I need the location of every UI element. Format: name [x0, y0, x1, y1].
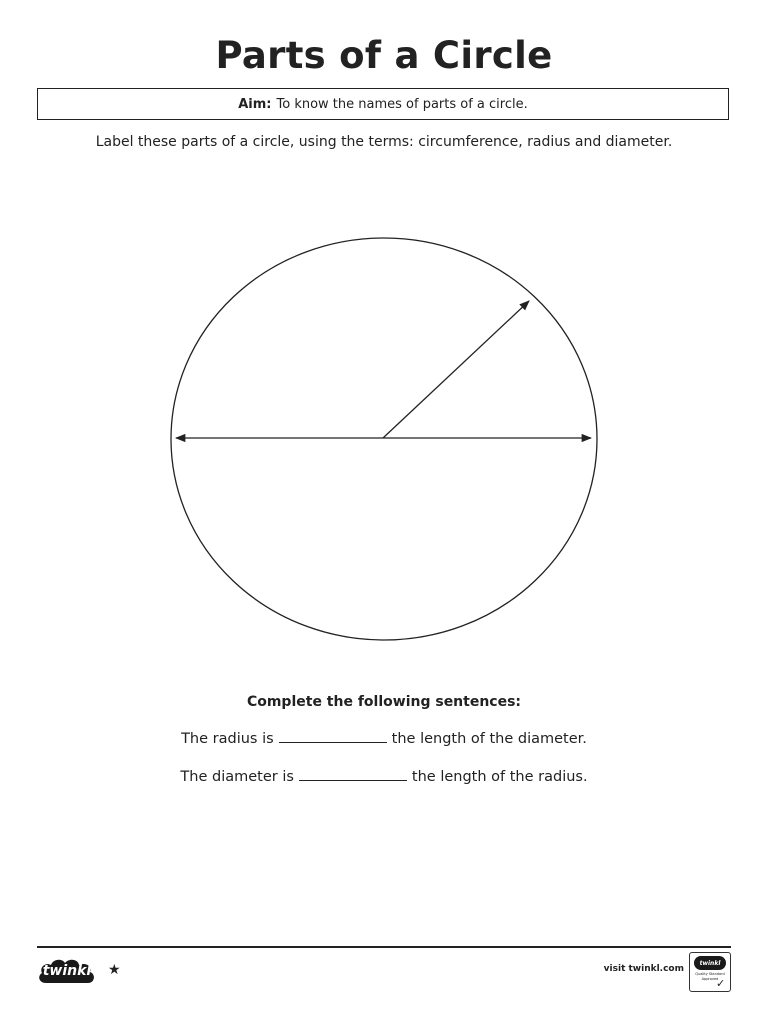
circle-shape [171, 238, 597, 640]
quality-badge [689, 952, 731, 992]
sentence-2 [0, 767, 768, 785]
logo-text: twinkl [42, 963, 92, 979]
sentence-1-before: The radius is [181, 731, 274, 747]
badge-caption: Quality Standard Approved [695, 972, 725, 981]
badge-logo: twinkl [694, 956, 726, 970]
star-icon: ★ [108, 962, 121, 978]
exercise-heading: Complete the following sentences: [246, 694, 522, 710]
radius-line [383, 301, 529, 438]
sentence-1-after: the length of the diameter. [391, 731, 587, 747]
sentence-1 [0, 729, 768, 747]
sentence-2-after: the length of the radius. [411, 769, 588, 785]
footer-divider [37, 946, 731, 948]
page-title: Parts of a Circle [215, 34, 553, 77]
instruction-text: Label these parts of a circle, using the terms: circumference, radius and diameter. [95, 134, 673, 150]
aim-text: To know the names of parts of a circle. [276, 96, 528, 112]
aim-label: Aim: [238, 96, 272, 112]
sentence-2-before: The diameter is [180, 769, 294, 785]
check-icon: ✓ [716, 977, 726, 990]
twinkl-logo [36, 955, 98, 987]
visit-link[interactable]: visit twinkl.com [603, 964, 684, 974]
answer-blank-1[interactable] [279, 729, 387, 743]
answer-blank-2[interactable] [299, 767, 407, 781]
